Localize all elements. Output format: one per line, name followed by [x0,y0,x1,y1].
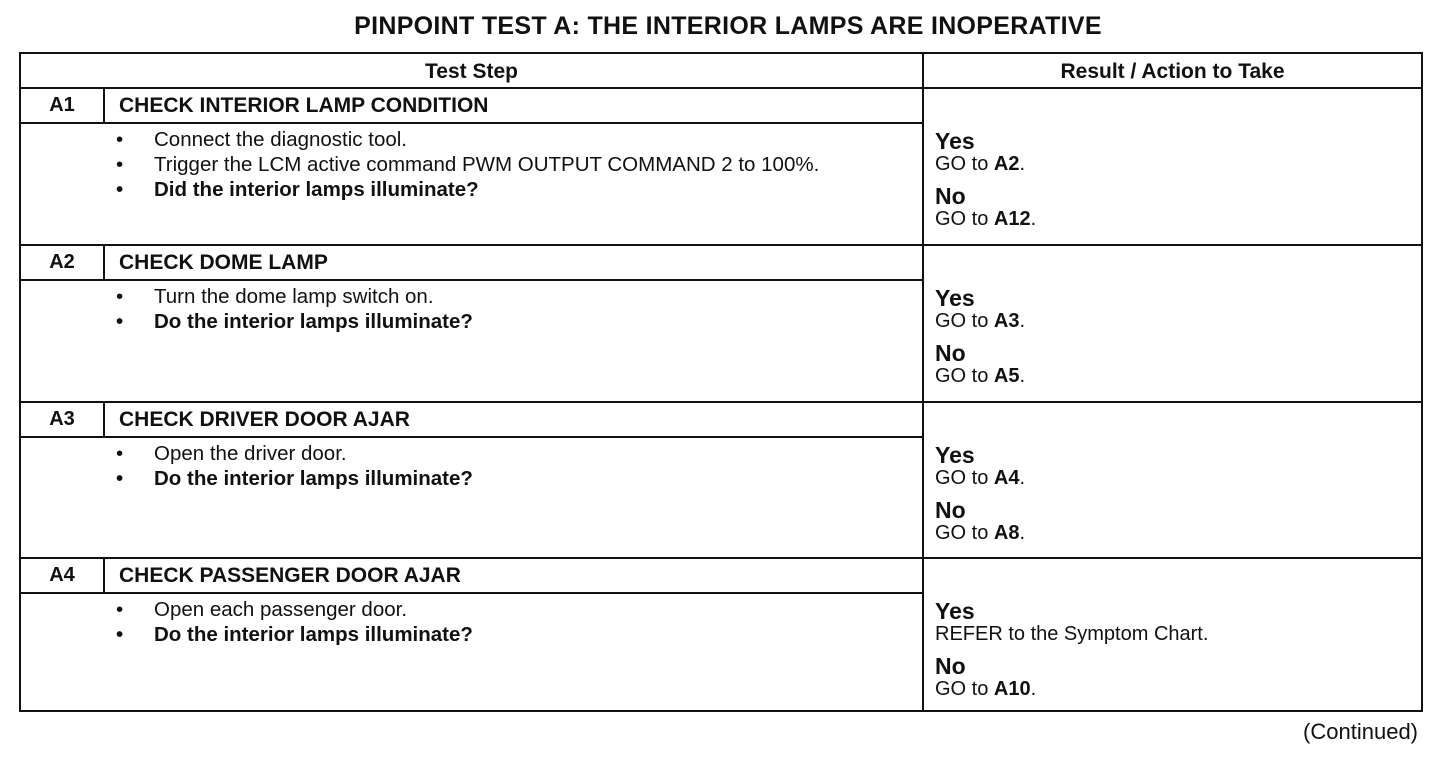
step-header [21,246,922,281]
result-no-label: No [935,653,966,679]
step-header [21,403,922,438]
result-yes-label: Yes [935,598,975,624]
header-test-step: Test Step [21,54,922,89]
step-link-target[interactable]: A4 [993,467,1020,489]
instruction-item: • Turn the dome lamp switch on. [116,286,896,308]
step-instructions [116,286,896,336]
result-block [935,599,1415,700]
result-block [935,286,1415,387]
pinpoint-test-table [19,52,1423,712]
instruction-item: • Open the driver door. [116,443,896,465]
step-id: A2 [21,246,105,279]
result-no-label: No [935,183,966,209]
result-no-label: No [935,497,966,523]
step-instructions [116,599,896,649]
result-no-label: No [935,340,966,366]
step-row-a2 [21,246,1421,403]
result-block [935,443,1415,544]
step-link-target[interactable]: A3 [993,310,1020,332]
result-yes-label: Yes [935,442,975,468]
step-row-a4 [21,559,1421,710]
step-title: CHECK PASSENGER DOOR AJAR [119,564,461,587]
step-title: CHECK DOME LAMP [119,251,328,274]
instruction-item: • Connect the diagnostic tool. [116,129,896,151]
step-header [21,89,922,124]
result-yes-action: REFER to the Symptom Chart. [935,623,1209,645]
step-instructions [116,129,896,204]
step-id: A3 [21,403,105,436]
result-yes-label: Yes [935,128,975,154]
result-block [935,129,1415,230]
step-link-target[interactable]: A12 [993,208,1031,230]
instruction-question: • Do the interior lamps illuminate? [116,624,896,646]
result-yes-action: GO to A4. [935,467,1026,489]
step-link-target[interactable]: A5 [993,365,1020,387]
step-row-a1 [21,89,1421,246]
page-title: PINPOINT TEST A: THE INTERIOR LAMPS ARE INOPERATIVE [354,12,1102,40]
step-link-target[interactable]: A2 [993,153,1020,175]
instruction-question: • Do the interior lamps illuminate? [116,311,896,333]
header-result-action: Result / Action to Take [924,54,1421,89]
instruction-question: • Do the interior lamps illuminate? [116,468,896,490]
continued-note: (Continued) [1303,719,1418,744]
result-yes-label: Yes [935,285,975,311]
result-no-action: GO to A12. [935,208,1037,230]
step-title: CHECK INTERIOR LAMP CONDITION [119,94,489,117]
instruction-question: • Did the interior lamps illuminate? [116,179,896,201]
instruction-item: • Open each passenger door. [116,599,896,621]
result-yes-action: GO to A3. [935,310,1026,332]
result-no-action: GO to A8. [935,522,1026,544]
step-instructions [116,443,896,493]
step-link-target[interactable]: A8 [993,522,1020,544]
step-row-a3 [21,403,1421,559]
result-no-action: GO to A10. [935,678,1037,700]
instruction-item: • Trigger the LCM active command PWM OUTPUT COMMAND 2 to 100%. [116,154,894,176]
result-yes-action: GO to A2. [935,153,1026,175]
step-title: CHECK DRIVER DOOR AJAR [119,408,410,431]
result-no-action: GO to A5. [935,365,1026,387]
step-id: A4 [21,559,105,592]
step-header [21,559,922,594]
step-link-target[interactable]: A10 [993,678,1031,700]
step-id: A1 [21,89,105,122]
